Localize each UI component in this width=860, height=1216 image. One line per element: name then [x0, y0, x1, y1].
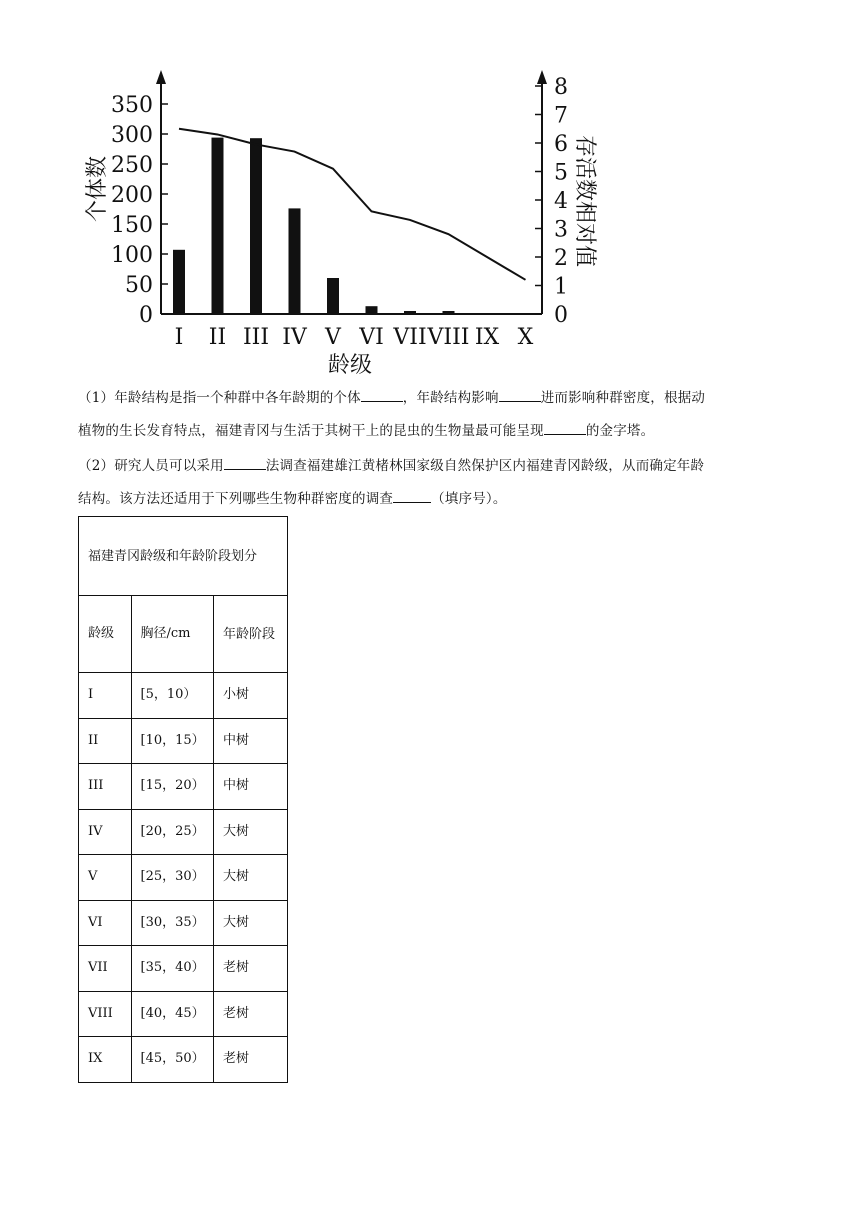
y-tick-label: 250: [111, 153, 153, 178]
x-tick-label: IV: [282, 325, 307, 350]
table-row: [79, 900, 288, 946]
q1-blank-2[interactable]: [499, 387, 541, 402]
y2-tick-label: 7: [554, 103, 568, 129]
x-tick-label: VII: [393, 325, 427, 350]
table-cell: I: [79, 673, 132, 719]
question-2-line-1: [78, 450, 704, 483]
bar: [404, 311, 416, 314]
table-cell: [45，50）: [131, 1037, 214, 1083]
x-tick-label: II: [208, 325, 227, 350]
table-row: [79, 1037, 288, 1083]
table-row: [79, 718, 288, 764]
table-cell: 大树: [214, 855, 288, 901]
table-cell: IX: [79, 1037, 132, 1083]
x-tick-label: X: [517, 325, 534, 350]
q1-text-a: （1）年龄结构是指一个种群中各年龄期的个体: [78, 390, 361, 406]
q1-text-c: 进而影响种群密度，根据动: [540, 390, 706, 406]
y-tick-label: 200: [111, 183, 153, 208]
q1-text-d: 植物的生长发育特点，福建青冈与生活于其树干上的昆虫的生物量最可能呈现: [78, 423, 544, 439]
x-tick-label: I: [174, 325, 184, 350]
table-cell: III: [79, 764, 132, 810]
x-tick-label: IX: [474, 325, 500, 350]
table-header-row: [79, 596, 288, 673]
q2-text-c: 结构。该方法还适用于下列哪些生物种群密度的调查: [78, 491, 394, 507]
y2-tick-label: 5: [554, 160, 568, 186]
q2-text-b: 法调查福建雄江黄楮林国家级自然保护区内福建青冈龄级，从而确定年龄: [265, 458, 705, 474]
q1-blank-3[interactable]: [544, 420, 586, 435]
y2-tick-label: 4: [554, 189, 568, 214]
table-cell: 大树: [214, 900, 288, 946]
table-cell: 中树: [214, 764, 288, 810]
y-tick-label: 100: [111, 243, 153, 268]
table-cell: V: [79, 855, 132, 901]
q1-blank-1[interactable]: [361, 387, 403, 402]
table-cell: 老树: [214, 946, 288, 992]
question-1-line-2: [78, 415, 654, 448]
table-row: [79, 764, 288, 810]
y2-axis-arrow: [537, 70, 547, 84]
age-structure-chart: [70, 60, 597, 380]
table-row: [79, 673, 288, 719]
y2-tick-label: 1: [554, 274, 568, 300]
table-cell: IV: [79, 809, 132, 855]
table-cell: VI: [79, 900, 132, 946]
y-tick-label: 350: [111, 93, 153, 118]
bar: [289, 208, 301, 314]
table-cell: 中树: [214, 718, 288, 764]
table-row: [79, 991, 288, 1037]
x-tick-label: V: [325, 325, 341, 350]
table-cell: [10，15）: [131, 718, 214, 764]
table-cell: II: [79, 718, 132, 764]
survival-line-series: [179, 129, 526, 280]
table-cell: [15，20）: [131, 764, 214, 810]
age-class-table: [78, 516, 288, 1083]
bar: [212, 138, 224, 314]
table-cell: [5，10）: [131, 673, 214, 719]
q2-blank-2[interactable]: [393, 488, 431, 503]
x-tick-label: VIII: [427, 325, 470, 350]
bar: [443, 311, 455, 314]
y-axis-arrow: [156, 70, 166, 84]
y2-tick-label: 6: [554, 132, 568, 157]
x-tick-label: VI: [359, 325, 384, 350]
question-1-line-1: [78, 382, 705, 415]
table-row: [79, 809, 288, 855]
x-tick-label: III: [242, 325, 270, 350]
table-cell: [20，25）: [131, 809, 214, 855]
y2-tick-label: 2: [554, 246, 568, 271]
y-tick-label: 150: [111, 213, 153, 238]
bar: [173, 250, 185, 314]
table-cell: 老树: [214, 1037, 288, 1083]
table-cell: 小树: [214, 673, 288, 719]
y2-tick-label: 0: [554, 303, 568, 328]
table-header-cell: 胸径/cm: [131, 596, 214, 673]
y2-tick-label: 8: [554, 75, 568, 100]
survival-line: [179, 129, 526, 280]
table-cell: 大树: [214, 809, 288, 855]
table-cell: 老树: [214, 991, 288, 1037]
q2-blank-1[interactable]: [224, 455, 266, 470]
table-cell: VII: [79, 946, 132, 992]
table-caption: 福建青冈龄级和年龄阶段划分: [79, 517, 288, 596]
table-cell: [35，40）: [131, 946, 214, 992]
question-2-line-2: [78, 483, 507, 516]
y-tick-label: 50: [125, 273, 153, 298]
table-row: [79, 855, 288, 901]
bar: [366, 306, 378, 314]
table-caption-row: [79, 517, 288, 596]
table-cell: VIII: [79, 991, 132, 1037]
q2-text-d: （填序号）。: [431, 491, 507, 507]
y-tick-label: 300: [111, 123, 153, 148]
q1-text-e: 的金字塔。: [585, 423, 655, 439]
bar-series: [173, 138, 455, 314]
bar: [327, 278, 339, 314]
table-cell: [30，35）: [131, 900, 214, 946]
table-header-cell: 年龄阶段: [214, 596, 288, 673]
table-cell: [25，30）: [131, 855, 214, 901]
q1-text-b: ，年龄结构影响: [402, 390, 499, 406]
y-axis-title: 个体数: [85, 155, 110, 223]
q2-text-a: （2）研究人员可以采用: [78, 458, 224, 474]
y2-tick-label: 3: [554, 217, 568, 243]
table-header-cell: 龄级: [79, 596, 132, 673]
bar: [250, 138, 262, 314]
table-cell: [40，45）: [131, 991, 214, 1037]
table-body: [79, 673, 288, 1083]
y-tick-label: 0: [139, 303, 153, 328]
table-row: [79, 946, 288, 992]
x-axis-title: 龄级: [327, 353, 373, 378]
y2-axis-title: 存活数相对值: [572, 134, 597, 268]
